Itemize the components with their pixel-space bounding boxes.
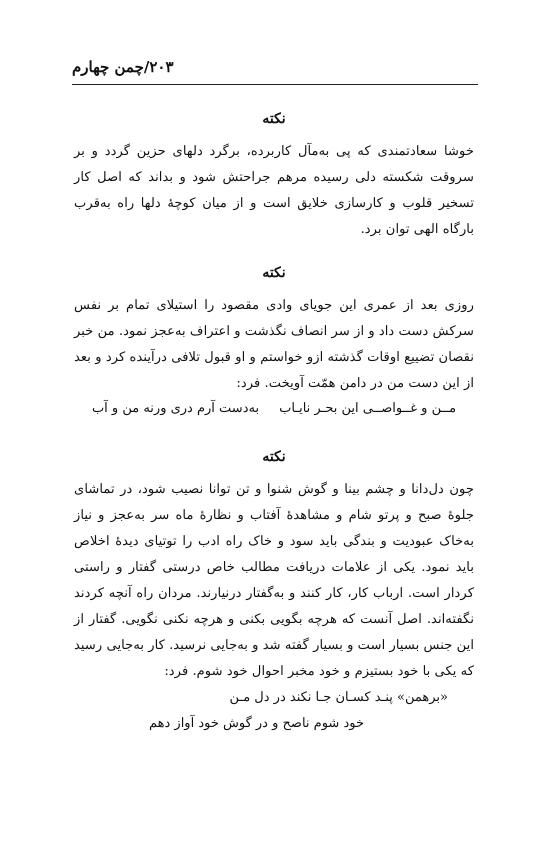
section-paragraph: چون دل‌دانا و چشم بینا و گوش شنوا و تن توانا نصیب شود، در تماشای جلوهٔ صبح و پرتو شام و مشاهدهٔ آفتاب و نظارهٔ ماه سر به‌عجز و نیاز به‌خاک عبودیت و بندگی باید سود و خاک راه ادب را توتیای دیدهٔ اخلاص باید نمود. یکی از علامات دریافت مطالب خاص درستی گفتار و راستی کردار است. ارباب کار، کار کنند و به‌گفتار درنیارند. مردان راه آنچه کردند نگفته‌اند. اصل آنست که هرچه بگویی بکنی و هرچه نکنی نگویی. گفتار از این جنس بسیار است و بسیار گفته شد و به‌جایی نرسید. کار به‌جایی رسید که یکی با خود بستیزم و خود مخبر احوال خود شوم. فرد: — [73, 482, 474, 679]
section-paragraph: خوشا سعادتمندی که پی به‌مآل کاربرده، برگرد دلهای حزین گردد و بر سروقت شکسته دلی رسیده مرهم جراحتش شود و بداند که اصل کار تسخیر قلوب و کارسازی خلایق است و از میان کوچهٔ دلها راه به‌قرب بارگاه الهی توان برد. — [74, 144, 474, 237]
section-heading: نکته — [262, 265, 286, 281]
verse-hemistich-2: به‌دست آرم دری ورنه من و آب — [91, 401, 260, 416]
section-2 — [74, 265, 474, 421]
verse-couplet — [74, 397, 474, 421]
verse-line-1: «برهمن» پنـد کسـان جـا نکند در دل مـن — [229, 690, 448, 705]
verse-line-2: خود شوم ناصح و در گوش خود آواز دهم — [148, 716, 364, 731]
section-heading: نکته — [262, 449, 286, 465]
section-3 — [74, 449, 474, 737]
verse-hemistich-1: مــن و غــواصــی این بحـر نایـاب — [279, 401, 457, 416]
section-heading: نکته — [262, 111, 286, 127]
running-head: ۲۰۳/چمن چهارم — [72, 58, 174, 76]
section-1 — [74, 111, 474, 243]
page-body — [74, 97, 474, 737]
section-paragraph: روزی بعد از عمری این جویای وادی مقصود را استیلای تمام بر نفس سرکش دست داد و از سر انصاف نگذشت و اعتراف به‌عجز نمود. من خبر نقصان تضییع اوقات گذشته ازو خواستم و او قبول تلافی درآینده کرد و بعد از این دست من در دامن همّت آویخت. فرد: — [74, 298, 474, 391]
header-rule — [72, 84, 478, 85]
